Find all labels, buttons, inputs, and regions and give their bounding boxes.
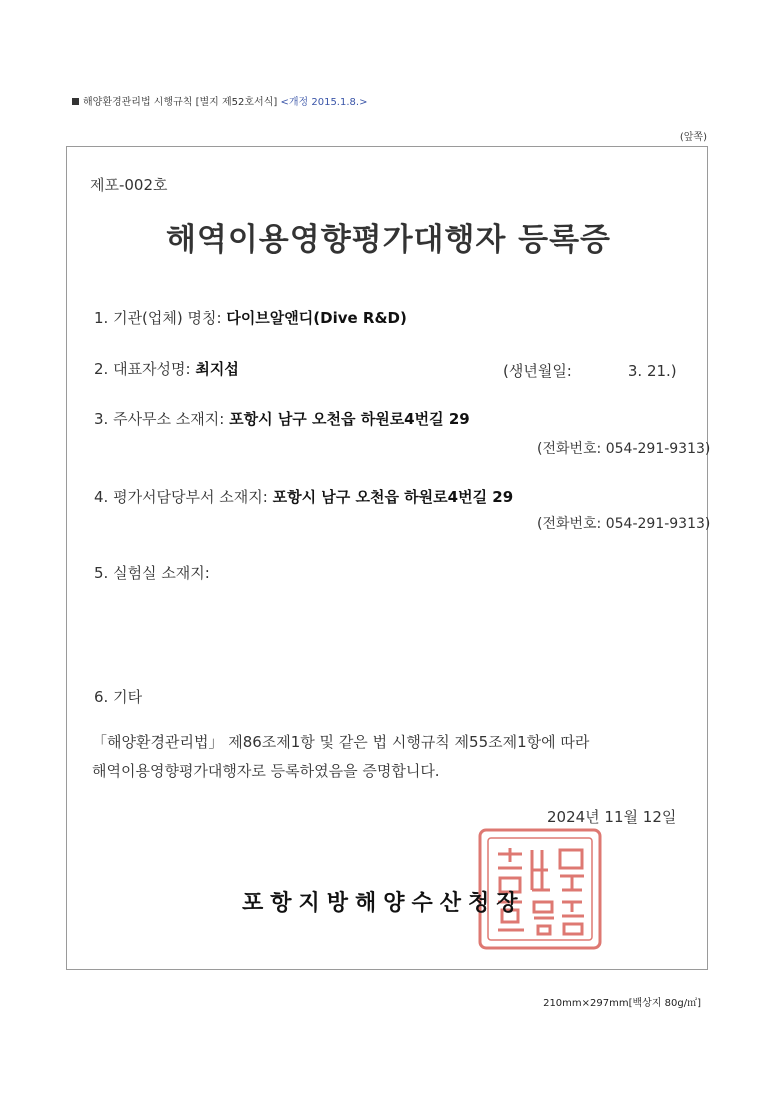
field-value: 다이브알앤디(Dive R&D) <box>226 309 407 327</box>
field-other <box>94 686 142 707</box>
field-assessment-department <box>94 486 513 507</box>
department-phone: (전화번호: 054-291-9313) <box>537 516 711 532</box>
field-label: 6. 기타 <box>94 688 143 706</box>
field-laboratory <box>94 562 210 583</box>
field-birthdate <box>503 360 677 381</box>
field-label: 2. 대표자성명: <box>94 360 191 378</box>
square-bullet-icon <box>72 98 79 105</box>
document-number: 제포-002호 <box>90 176 168 194</box>
amendment-date: <개정 2015.1.8.> <box>280 97 368 108</box>
head-office-phone: (전화번호: 054-291-9313) <box>537 441 711 457</box>
field-label: 3. 주사무소 소재지: <box>94 410 225 428</box>
birth-value: 3. 21.) <box>627 362 677 380</box>
field-head-office <box>94 408 470 429</box>
birth-label: (생년월일: <box>503 362 572 380</box>
field-label: 5. 실험실 소재지: <box>94 564 210 582</box>
page-side-label: (앞쪽) <box>679 132 707 143</box>
certificate-frame <box>66 146 711 970</box>
seal-glyph <box>560 850 584 890</box>
form-header <box>72 93 367 108</box>
field-label: 4. 평가서담당부서 소재지: <box>94 488 268 506</box>
field-organization-name <box>94 307 407 328</box>
regulation-reference: 해양환경관리법 시행규칙 [별지 제52호서식] <box>83 97 278 108</box>
certification-statement: 「해양환경관리법」 제86조제1항 및 같은 법 시행규칙 제55조제1항에 따라 해역이용영향평가대행자로 등록하였음을 증명합니다. <box>92 733 590 780</box>
field-representative <box>94 358 239 379</box>
field-value: 포항시 남구 오천읍 하원로4번길 29 <box>229 410 470 428</box>
seal-glyph <box>534 902 554 934</box>
field-label: 1. 기관(업체) 명칭: <box>94 309 222 327</box>
issue-date: 2024년 11월 12일 <box>547 808 677 826</box>
certificate-title: 해역이용영향평가대행자 등록증 <box>165 222 612 258</box>
paper-size-note: 210mm×297mm[백상지 80g/㎡] <box>543 998 701 1009</box>
seal-glyph <box>532 850 550 890</box>
issuing-authority: 포항지방해양수산청장 <box>242 891 525 916</box>
field-value: 최지섭 <box>195 360 239 378</box>
seal-glyph <box>562 902 584 934</box>
field-value: 포항시 남구 오천읍 하원로4번길 29 <box>272 488 514 506</box>
